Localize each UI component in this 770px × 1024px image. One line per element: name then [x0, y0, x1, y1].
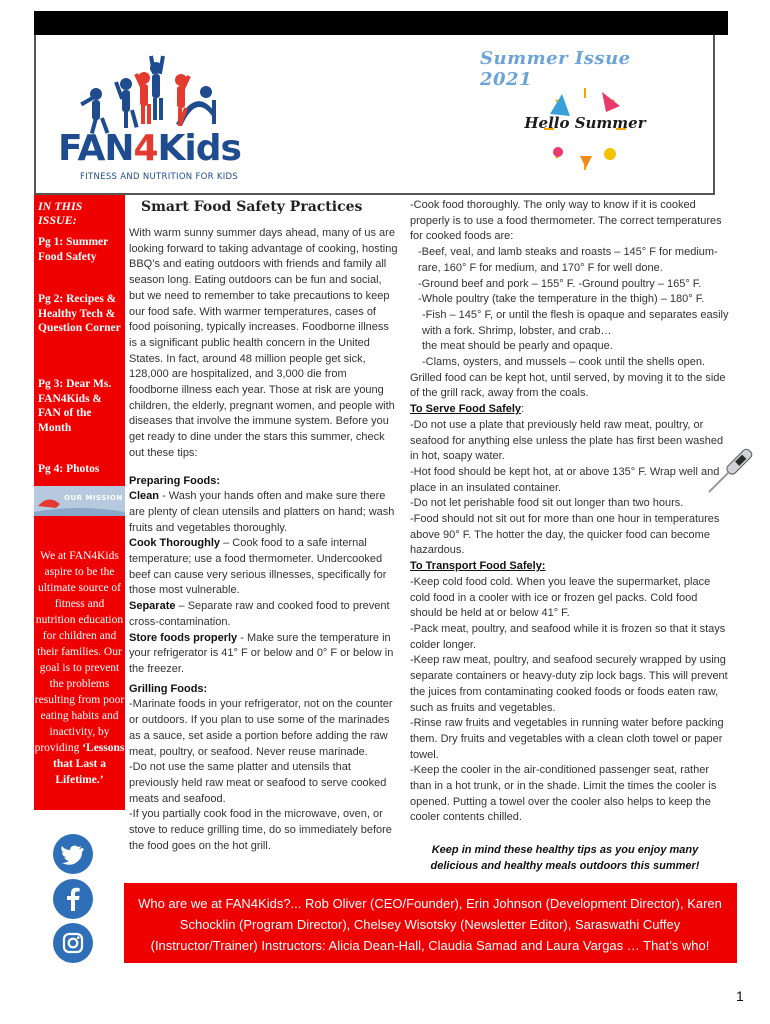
- grilling-foods-heading: Grilling Foods:: [129, 682, 208, 695]
- issue-title: Summer Issue 2021: [480, 48, 631, 90]
- toc-item-page-3[interactable]: Pg 3: Dear Ms. FAN4Kids & FAN of the Month: [38, 378, 112, 434]
- tip-clean: Clean - Wash your hands often and make sure there are plenty of clean utensils and platters on hand; wash fruits and vegetables thoroughly.: [129, 490, 395, 534]
- toc-item-page-4[interactable]: Pg 4: Photos: [38, 463, 100, 475]
- tip-cook-thoroughly: Cook Thoroughly – Cook food to a safe internal temperature; use a food thermometer. Undercooked beef can cause very serious illnesses, specifically for those most vulnerable.: [129, 537, 387, 597]
- serve-tip-1: -Do not use a plate that previously held raw meat, poultry, or seafood for anything else unless the plate has first been washed in hot, soapy water.: [410, 418, 724, 463]
- grilling-tip-1: -Marinate foods in your refrigerator, not on the counter or outdoors. If you plan to use some of the marinades as a sauce, set aside a portion before adding the raw meat, poultry, or seafood. Never reuse marinade.: [129, 698, 393, 758]
- cook-thoroughly-intro: -Cook food thoroughly. The only way to know if it is cooked properly is to use a food thermometer. The correct temperatures for cooked foods are:: [410, 199, 722, 243]
- temp-poultry: -Whole poultry (take the temperature in the thigh) – 180° F.: [418, 293, 705, 306]
- tip-separate: Separate – Separate raw and cooked food to prevent cross-contamination.: [129, 600, 390, 628]
- twitter-icon: [53, 834, 93, 874]
- logo-tagline: FITNESS AND NUTRITION FOR KIDS: [80, 172, 239, 182]
- preparing-foods-heading: Preparing Foods:: [129, 474, 221, 487]
- instagram-icon: [53, 923, 93, 963]
- transport-tip-2: -Pack meat, poultry, and seafood while it is frozen so that it stays colder longer.: [410, 622, 726, 651]
- safety-tips-column: [410, 198, 730, 826]
- temp-shellfish-note: the meat should be pearly and opaque.: [422, 340, 613, 353]
- serve-tip-3: -Do not let perishable food sit out longer than two hours.: [410, 497, 684, 510]
- serve-tip-4: -Food should not sit out for more than one hour in temperatures above 90° F. The hotter the day, the quicker food can become hazardous.: [410, 513, 720, 557]
- transport-tip-4: -Rinse raw fruits and vegetables in running water before packing them. Dry fruits and vegetables with a clean cloth towel or paper towel.: [410, 717, 724, 761]
- temp-clams: -Clams, oysters, and mussels – cook until the shells open.: [422, 356, 706, 369]
- temp-beef: -Beef, veal, and lamb steaks and roasts – 145° F for medium-rare, 160° F for medium, and 170° F for well done.: [418, 246, 718, 274]
- footer-text: Who are we at FAN4Kids?... Rob Oliver (CEO/Founder), Erin Johnson (Development Director), Karen Schocklin (Program Director), Chelsey Wisotsky (Newsletter Editor), Saraswathi Cuffey (Instructor/Trainer) Instructors: Alicia Dean-Hall, Claudia Samad and Laura Vargas … That’s who!: [138, 896, 722, 953]
- sidebar-title: IN THIS ISSUE:: [38, 199, 83, 227]
- twitter-link[interactable]: [53, 834, 93, 874]
- facebook-link[interactable]: [53, 879, 93, 919]
- article-column: [129, 198, 399, 854]
- temp-ground: -Ground beef and pork – 155° F. -Ground poultry – 165° F.: [418, 277, 702, 290]
- transport-tip-5: -Keep the cooler in the air-conditioned passenger seat, rather than in a hot trunk, or in the shade. Limit the times the cooler is opened. Putting a towel over the cooler also helps to keep the cooler contents chilled.: [410, 764, 717, 824]
- hello-summer-text: Hello Summer: [524, 114, 646, 132]
- transport-heading: To Transport Food Safely:: [410, 560, 546, 573]
- temp-fish: -Fish – 145° F, or until the flesh is opaque and separates easily with a fork. Shrimp, lobster, and crab…: [422, 308, 729, 337]
- article-title: Smart Food Safety Practices: [141, 199, 363, 215]
- hello-summer-illustration: [524, 84, 646, 174]
- grilling-tip-3: -If you partially cook food in the microwave, oven, or stove to reduce grilling time, do so immediately before the food goes on the hot grill.: [129, 808, 392, 852]
- serve-heading: To Serve Food Safely:: [410, 403, 525, 416]
- toc-item-page-1[interactable]: Pg 1: Summer Food Safety: [38, 236, 109, 263]
- grilling-tip-2: -Do not use the same platter and utensils that previously held raw meat or seafood to serve cooked meats and seafood.: [129, 761, 387, 805]
- transport-tip-1: -Keep cold food cold. When you leave the supermarket, place cold food in a cooler with ice or frozen gel packs. Cold food should be held at or below 41° F.: [410, 575, 711, 620]
- mission-statement: [34, 548, 125, 788]
- page-number: 1: [736, 988, 744, 1004]
- logo-wordmark: FAN4Kids: [58, 128, 241, 169]
- serve-tip-2: -Hot food should be kept hot, at or above 135° F. Wrap well and place in an insulated container.: [410, 465, 720, 494]
- header-top-bar: [34, 11, 728, 35]
- mission-text: We at FAN4Kids aspire to be the ultimate source of fitness and nutrition education for children and their families. Our goal is to prevent the problems resulting from poor eating habits and inactivity, by providing: [34, 550, 125, 754]
- facebook-icon: [53, 879, 93, 919]
- toc-item-page-2[interactable]: Pg 2: Recipes & Healthy Tech & Question Corner: [38, 293, 121, 334]
- tip-store: Store foods properly - Make sure the temperature in your refrigerator is 41° F or below and 0° F or below in the freezer.: [129, 631, 394, 675]
- grilled-food-kept-hot: Grilled food can be kept hot, until served, by moving it to the side of the grill rack, away from the coals.: [410, 371, 726, 400]
- mission-quote: ‘Lessons that Last a Lifetime.’: [52, 742, 125, 786]
- mission-banner: [34, 486, 125, 516]
- transport-tip-3: -Keep raw meat, poultry, and seafood securely wrapped by using separate containers or heavy-duty zip lock bags. This will prevent the juices from contaminating cooked foods or foods eaten raw, such as fruits and vegetables.: [410, 654, 728, 714]
- instagram-link[interactable]: [53, 923, 93, 963]
- article-intro: With warm sunny summer days ahead, many of us are looking forward to taking advantage of cooking, hosting BBQ’s and eating outdoors with friends and family all season long. Eating outdoors can be fun and social, but we need to remember to take precautions to keep our food safe. With warmer temperatures, cases of food poisoning, typically increases. Foodborne illness is a significant public health concern in the United States. In fact, around 48 million people get sick, 128,000 are hospitalized, and 3,000 die from foodborne illness each year. Those at risk are young children, the elderly, pregnant women, and people with diseases that involve the immune system. Before you get ready to dine under the stars this summer, check out these tips:: [129, 227, 398, 459]
- food-thermometer-image: [705, 448, 751, 498]
- mission-label: OUR MISSION: [64, 494, 123, 502]
- closing-note: Keep in mind these healthy tips as you enjoy many delicious and healthy meals outdoors this summer!: [430, 844, 700, 872]
